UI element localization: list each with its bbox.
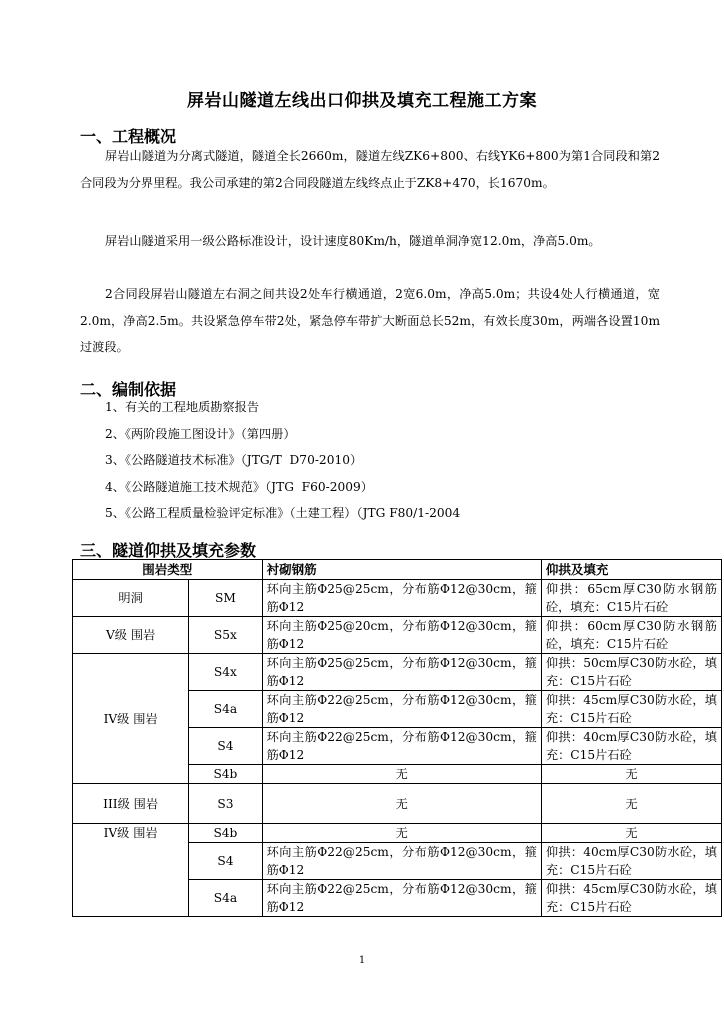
rebar-cell: 环向主筋Φ22@25cm，分布筋Φ12@30cm，箍筋Φ12: [262, 691, 541, 728]
rebar-cell: 无: [262, 765, 541, 784]
header-rock-type: 围岩类型: [73, 560, 263, 580]
rebar-cell: 环向主筋Φ25@25cm，分布筋Φ12@30cm，箍筋Φ12: [262, 580, 541, 617]
rebar-cell: 无: [262, 824, 541, 843]
rebar-cell: 环向主筋Φ22@25cm，分布筋Φ12@30cm，箍筋Φ12: [262, 728, 541, 765]
rebar-cell: 无: [262, 784, 541, 824]
table-row: [73, 617, 722, 654]
overview-paragraph-1: 屏岩山隧道为分离式隧道，隧道全长2660m，隧道左线ZK6+800、右线YK6+800为第1合同段和第2合同段为分界里程。我公司承建的第2合同段隧道左线终点止于ZK8+470，长1670m。: [80, 149, 660, 190]
lining-type-cell: S4: [189, 843, 262, 880]
invert-cell: 仰拱：45cm厚C30防水砼，填充：C15片石砼: [541, 880, 721, 917]
overview-paragraph-3: 2合同段屏岩山隧道左右洞之间共设2处车行横通道，2宽6.0m，净高5.0m；共设4处人行横通道，宽2.0m，净高2.5m。共设紧急停车带2处，紧急停车带扩大断面总长52m，有效长度30m，两端各设置10m过渡段。: [80, 287, 660, 354]
lining-type-cell: S4a: [189, 880, 262, 917]
rebar-cell: 环向主筋Φ22@25cm，分布筋Φ12@30cm，箍筋Φ12: [262, 843, 541, 880]
rock-class-cell: III级 围岩: [73, 784, 189, 824]
lining-type-cell: S4b: [189, 824, 262, 843]
overview-paragraph-2: 屏岩山隧道采用一级公路标准设计，设计速度80Km/h，隧道单洞净宽12.0m，净高5.0m。: [105, 234, 601, 248]
page-number: 1: [358, 955, 366, 966]
section-heading-basis: 二、编制依据: [80, 380, 177, 399]
basis-item-5: 5、《公路工程质量检验评定标准》（土建工程）（JTG F80/1-2004: [105, 506, 461, 520]
table-row: [73, 654, 722, 691]
lining-type-cell: SM: [189, 580, 262, 617]
invert-cell: 无: [541, 765, 721, 784]
lining-type-cell: S3: [189, 784, 262, 824]
invert-cell: 无: [541, 824, 721, 843]
lining-type-cell: S4a: [189, 691, 262, 728]
basis-item-3: 3、《公路隧道技术标准》（JTG/T D70-2010）: [105, 453, 363, 467]
section-heading-parameters: 三、隧道仰拱及填充参数: [80, 541, 257, 560]
invert-cell: 无: [541, 784, 721, 824]
rebar-cell: 环向主筋Φ25@20cm，分布筋Φ12@30cm，箍筋Φ12: [262, 617, 541, 654]
rebar-cell: 环向主筋Φ25@25cm，分布筋Φ12@30cm，箍筋Φ12: [262, 654, 541, 691]
invert-cell: 仰拱：45cm厚C30防水砼，填充：C15片石砼: [541, 691, 721, 728]
invert-cell: 仰拱：40cm厚C30防水砼，填充：C15片石砼: [541, 728, 721, 765]
invert-cell: 仰拱：40cm厚C30防水砼，填充：C15片石砼: [541, 843, 721, 880]
invert-cell: 仰拱：60cm厚C30防水钢筋砼，填充：C15片石砼: [541, 617, 721, 654]
table-row: [73, 824, 722, 843]
section-heading-overview: 一、工程概况: [80, 127, 177, 146]
rock-class-cell: IV级 围岩: [73, 654, 189, 784]
lining-type-cell: S5x: [189, 617, 262, 654]
header-invert-fill: 仰拱及填充: [541, 560, 721, 580]
table-row: [73, 784, 722, 824]
lining-type-cell: S4x: [189, 654, 262, 691]
basis-item-2: 2、《两阶段施工图设计》（第四册）: [105, 427, 296, 441]
rock-class-cell: 明洞: [73, 580, 189, 617]
invert-cell: 仰拱：65cm厚C30防水钢筋砼，填充：C15片石砼: [541, 580, 721, 617]
invert-cell: 仰拱：50cm厚C30防水砼，填充：C15片石砼: [541, 654, 721, 691]
table-header-row: [73, 560, 722, 580]
parameters-table: [72, 559, 722, 917]
header-lining-rebar: 衬砌钢筋: [262, 560, 541, 580]
rock-class-cell: IV级 围岩: [73, 824, 189, 917]
basis-item-1: 1、有关的工程地质勘察报告: [105, 400, 260, 414]
lining-type-cell: S4b: [189, 765, 262, 784]
rock-class-cell: V级 围岩: [73, 617, 189, 654]
lining-type-cell: S4: [189, 728, 262, 765]
rebar-cell: 环向主筋Φ22@25cm，分布筋Φ12@30cm，箍筋Φ12: [262, 880, 541, 917]
document-title: 屏岩山隧道左线出口仰拱及填充工程施工方案: [187, 91, 537, 111]
basis-item-4: 4、《公路隧道施工技术规范》（JTG F60-2009）: [105, 480, 373, 494]
table-row: [73, 580, 722, 617]
